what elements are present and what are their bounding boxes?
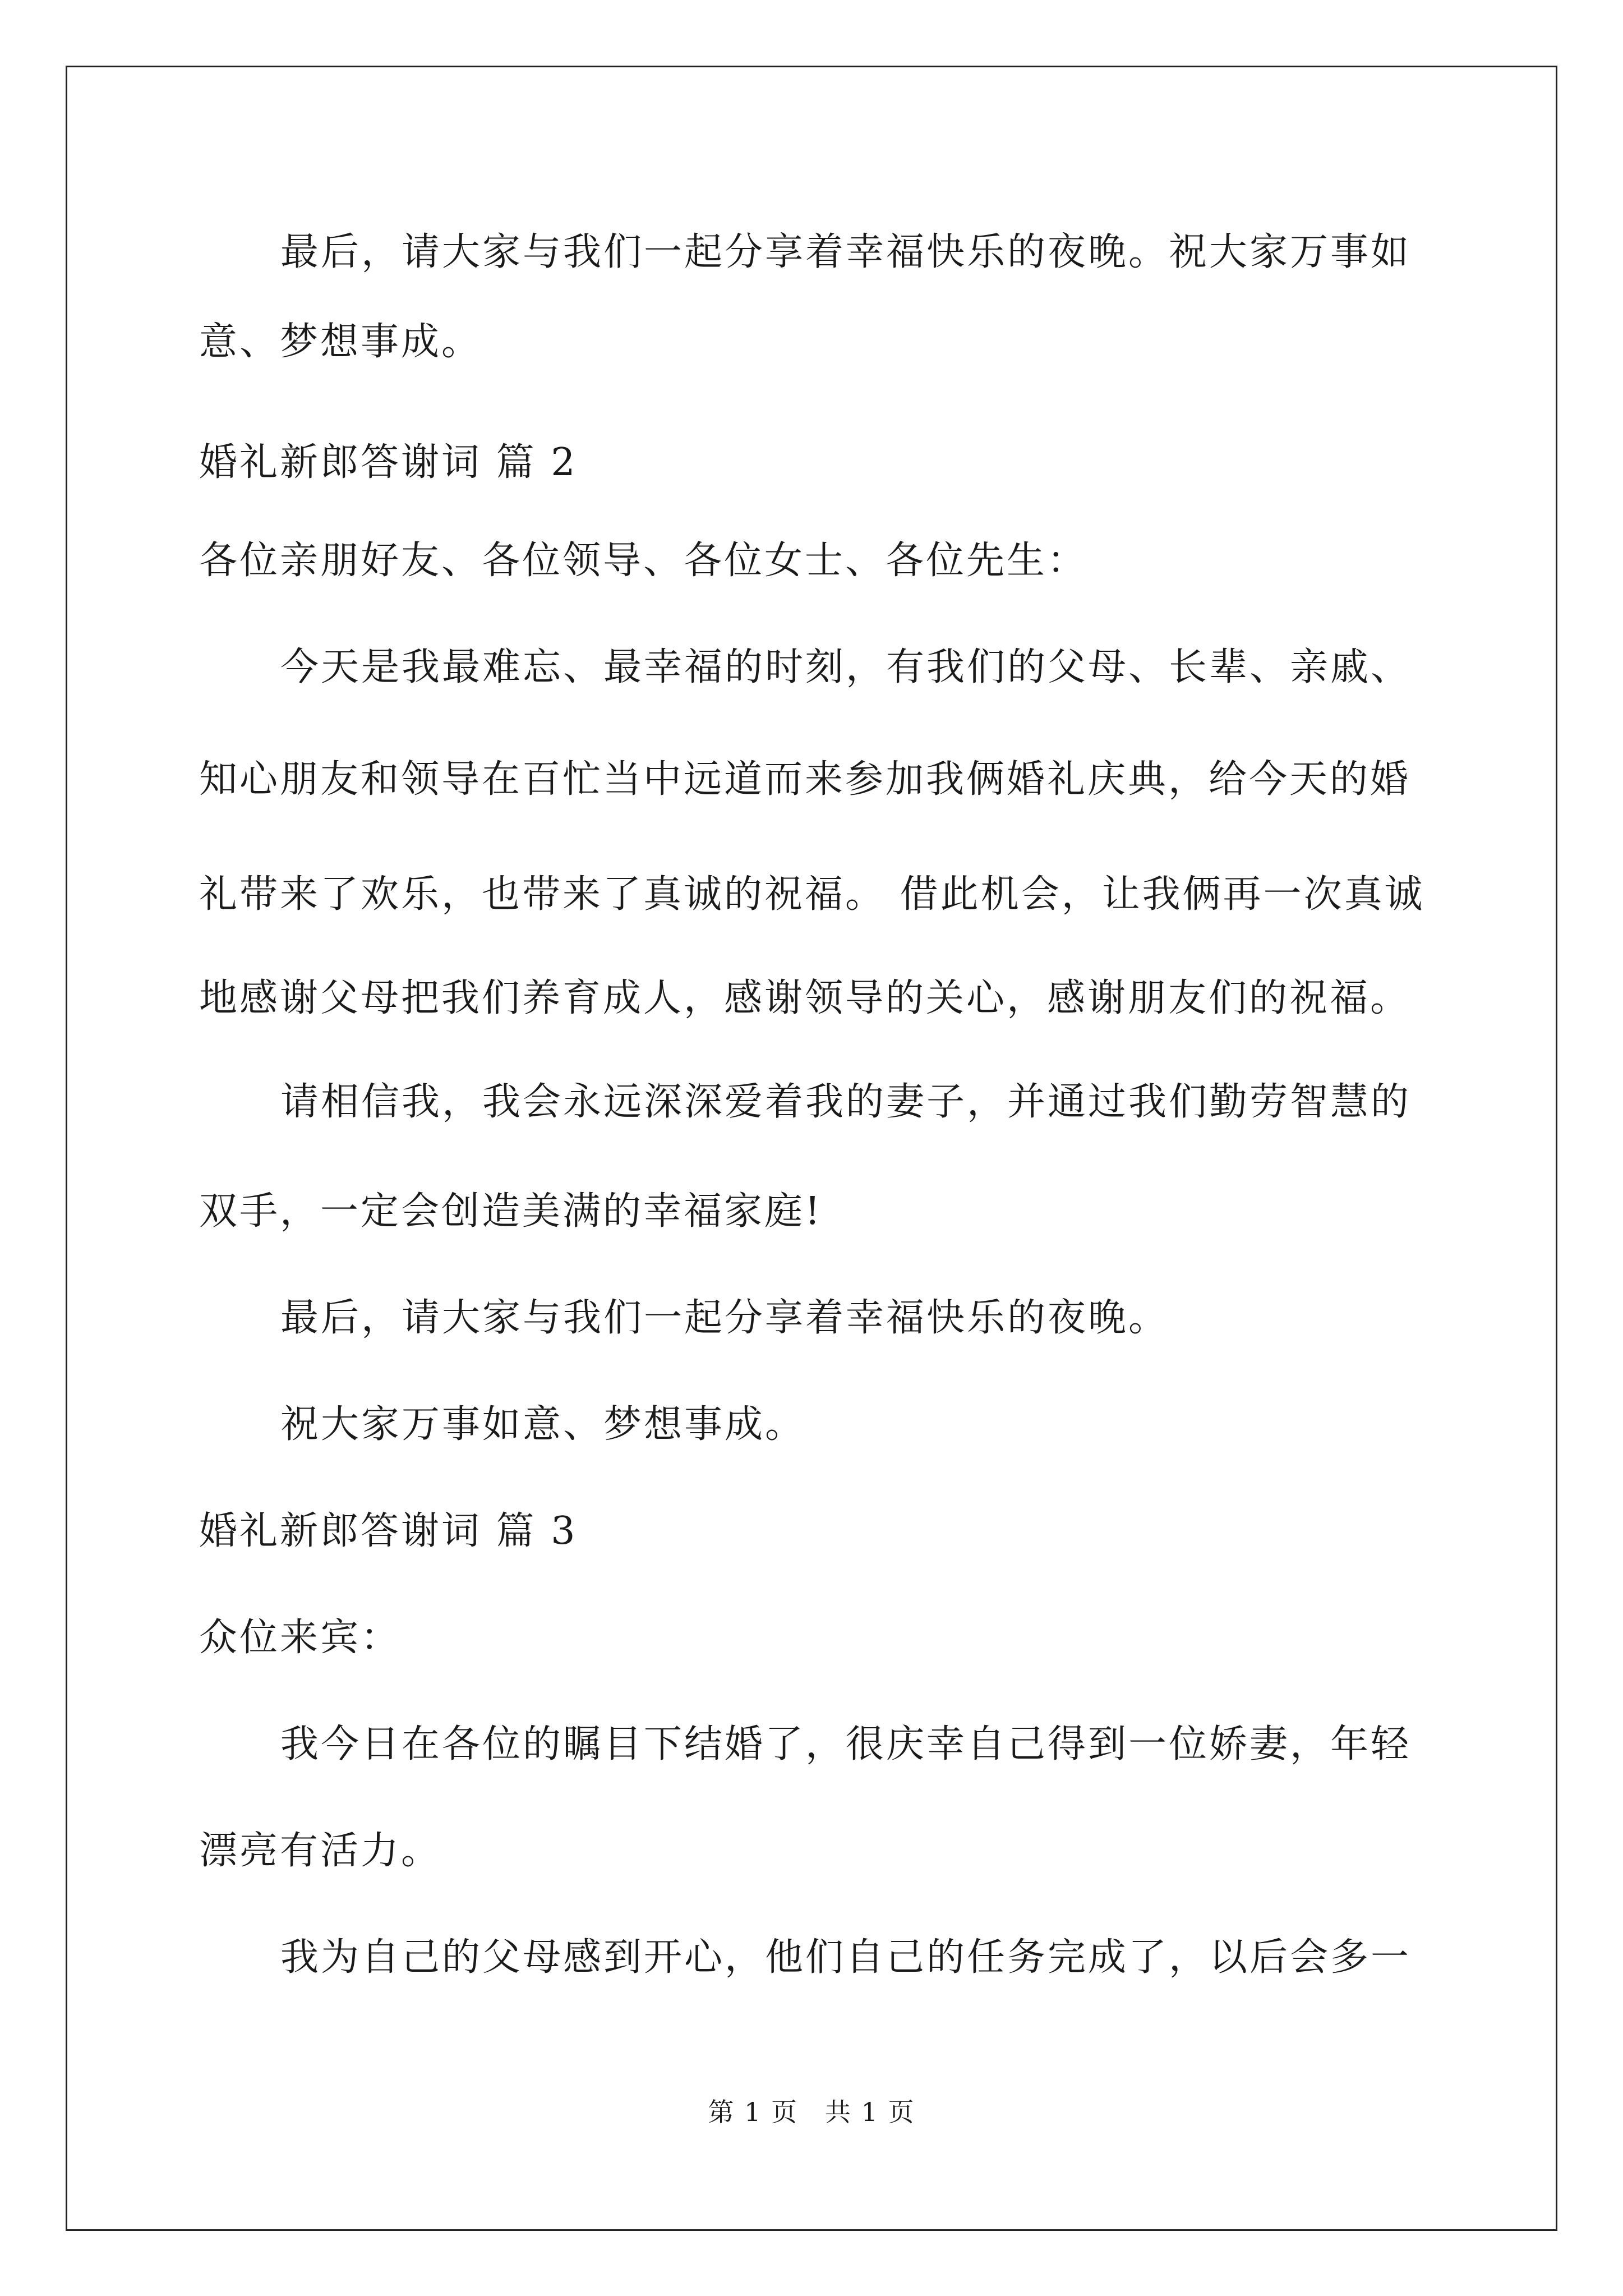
page-number-footer: 第 1 页 共 1 页: [708, 2097, 915, 2127]
paragraph-line: 地感谢父母把我们养育成人，感谢领导的关心，感谢朋友们的祝福。: [199, 976, 1411, 1020]
page-border: [66, 66, 1557, 2231]
section-heading: 婚礼新郎答谢词 篇 3: [199, 1509, 578, 1553]
salutation-line: 各位亲朋好友、各位领导、各位女士、各位先生：: [199, 539, 1088, 583]
paragraph-line: 双手，一定会创造美满的幸福家庭!: [199, 1189, 823, 1234]
paragraph-line: 知心朋友和领导在百忙当中远道而来参加我俩婚礼庆典，给今天的婚: [199, 757, 1411, 802]
salutation-line: 众位来宾：: [199, 1616, 402, 1660]
paragraph-line: 礼带来了欢乐，也带来了真诚的祝福。 借此机会，让我俩再一次真诚: [199, 872, 1425, 917]
paragraph-line: 今天是我最难忘、最幸福的时刻，有我们的父母、长辈、亲戚、: [280, 645, 1412, 689]
section-heading: 婚礼新郎答谢词 篇 2: [199, 440, 578, 485]
paragraph-line: 漂亮有活力。: [199, 1829, 442, 1873]
paragraph-line: 最后，请大家与我们一起分享着幸福快乐的夜晚。: [280, 1296, 1169, 1340]
paragraph-line: 意、梦想事成。: [199, 320, 482, 364]
paragraph-line: 最后，请大家与我们一起分享着幸福快乐的夜晚。祝大家万事如: [280, 230, 1412, 274]
paragraph-line: 我今日在各位的瞩目下结婚了，很庆幸自己得到一位娇妻，年轻: [280, 1722, 1412, 1766]
paragraph-line: 我为自己的父母感到开心，他们自己的任务完成了，以后会多一: [280, 1935, 1412, 1980]
paragraph-line: 祝大家万事如意、梦想事成。: [280, 1402, 806, 1447]
paragraph-line: 请相信我，我会永远深深爱着我的妻子，并通过我们勤劳智慧的: [280, 1080, 1412, 1124]
